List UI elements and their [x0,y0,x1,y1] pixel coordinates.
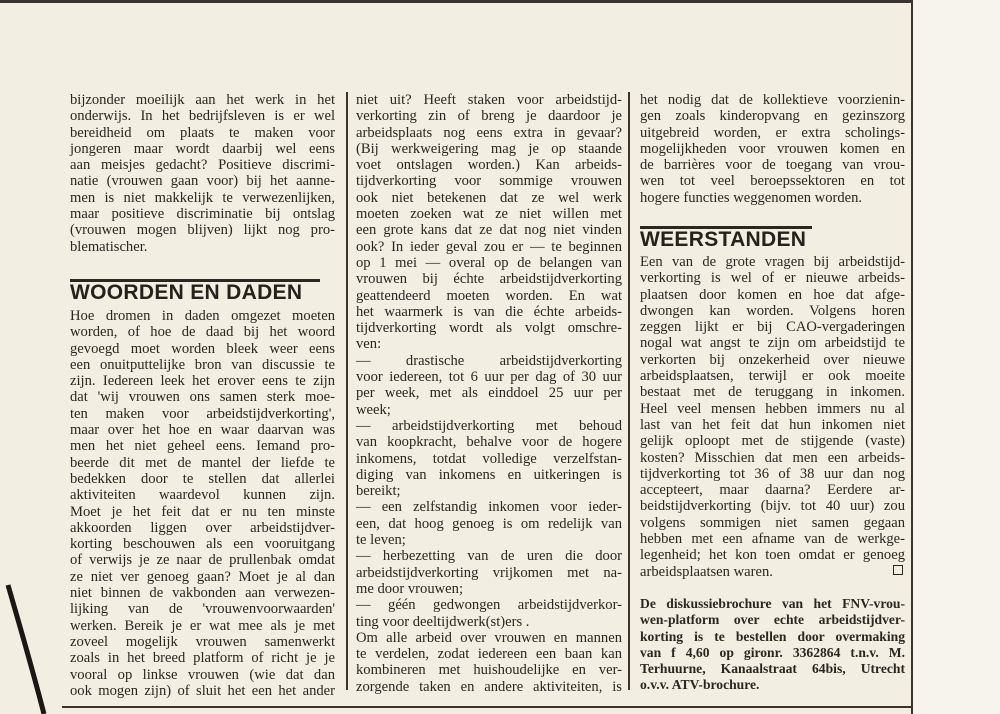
text-line: (vrouwen mogen blijven) lijkt nog pro- [70,222,335,239]
text-line: natie (vrouwen gaan voor) bij het aanne- [70,173,335,190]
text-line: te leven; [356,532,406,549]
text-line: zeggen lijkt er bij CAO-vergaderingen [640,319,905,336]
left-column-body [70,308,335,699]
text-line: arbeidstijdverkorting vrijkomen met na- [356,564,622,581]
text-line: gevoegd moet worden bleek weer eens [70,340,335,357]
text-line: aan meisjes gedacht? Positieve discrimi- [70,157,335,174]
text-line: voet ontslagen worden.) Kan arbeids- [356,157,622,174]
middle-column-body [356,92,622,695]
paragraph [356,499,622,548]
text-line: maar over het hoe en waar daarvan was [70,422,335,439]
text-line: — géén gedwongen arbeidstijdverkor- [356,597,622,614]
text-line: Hoe dromen in daden omgezet moeten [70,308,335,324]
text-line: niet uit? Heeft staken voor arbeidstijd- [356,92,622,108]
text-line: bereikt; [356,483,401,500]
text-line: zoveel mogelijk vrouwen samenwerkt [70,633,335,650]
text-line: akkoorden liggen over arbeidstijdver- [70,519,335,536]
text-line: verkorting zin of breng je daardoor je [356,108,622,125]
text-line: onderwijs. In het bedrijfsleven is er wel [70,108,335,125]
text-line: — herbezetting van de uren die door [356,548,622,565]
text-line: een onuitputtelijke bron van discussie te [70,356,335,373]
text-line: Moet je het feit dat er nu ten minste [70,503,335,520]
right-column-body [640,254,905,580]
text-line: ze niet ver genoeg gaan? Moet je al dan [70,568,335,585]
page-border-bottom [62,706,912,708]
paragraph [70,308,335,699]
right-column-intro [640,92,905,206]
text-line: bijzonder moeilijk aan het werk in het [70,92,335,108]
text-line: korting beschouwen als een vooruitgang [70,536,335,553]
text-line: arbeidsplaatsen waren. [640,563,773,580]
text-line: — drastische arbeidstijdverkorting [356,352,622,369]
text-line: volgens sommigen niet samen gegaan [640,514,905,531]
text-line: bedekken door te stellen dat allerlei [70,470,335,487]
text-line: men is niet makkelijk te verwezenlijken, [70,189,335,206]
column-divider [628,92,630,690]
text-line: bereidheid om plaats te maken voor [70,124,335,141]
section-heading-woorden-en-daden: WOORDEN EN DADEN [70,279,320,303]
paragraph [640,92,905,206]
text-line: vrouwen bij échte arbeidstijdverkorting [356,271,622,288]
text-line: tijdverkorting tot 36 of 38 uur dan nog [640,465,905,482]
left-column-intro [70,92,335,255]
text-line: me door vrouwen; [356,580,463,597]
text-line: bestaat met de teruggang in inkomen. [640,384,905,401]
scan-mark-icon [0,580,60,714]
text-line: arbeidsplaats nog eens extra in gevaar? [356,124,622,141]
text-line: men het niet geheel eens. Iemand pro- [70,438,335,455]
text-line: week; [356,401,391,418]
section-heading-weerstanden: WEERSTANDEN [640,226,812,250]
text-line: vooral op linkse vrouwen (wie dat dan [70,666,335,683]
paragraph [356,418,622,499]
text-line: tijdverkorting voor sommige vrouwen [356,173,622,190]
text-line: van koopkracht, behalve voor de hogere [356,434,622,451]
text-line: — een zelfstandig inkomen voor ieder- [356,499,622,516]
text-line: — arbeidstijdverkorting met behoud [356,417,622,434]
text-line: dwongen kan worden. Volgens horen [640,302,905,319]
text-line: verkorting is wel of er nieuwe arbeids- [640,270,905,287]
paragraph [640,254,905,580]
text-line: de barrières voor de toegang van vrou- [640,157,905,174]
text-line: last van het feit dat hun inkomen niet [640,416,905,433]
text-line: uitgebreid worden, er extra scholings- [640,124,905,141]
text-line: De diskussiebrochure van het FNV-vrou- [640,596,905,611]
end-mark-icon [893,565,903,575]
page-margin-right [913,0,1000,714]
text-line: ook mogen zijn) of sluit het een het ander [70,682,335,699]
text-line: niet binnen de vakbonden aan verwezen- [70,585,335,602]
text-line: ten maken voor arbeidstijdverkorting', [70,405,335,422]
text-line: gen zoals kinderopvang en gezinszorg [640,108,905,125]
text-line: op 1 mei — overal op de belangen van [356,254,622,271]
text-line: Een van de grote vragen bij arbeidstijd- [640,254,905,270]
text-line: zorgende taken en andere aktiviteiten, is [356,678,622,695]
text-line: inkomens, totdat volledige verzelfstan- [356,450,622,467]
text-line: werken. Bereik je er wat mee als je met [70,617,335,634]
text-line: ook niet betekenen dat ze wel werk [356,189,622,206]
text-line: moeten zoeken wat ze niet willen met [356,206,622,223]
text-line: ven: [356,336,382,353]
text-line: (Bij werkweigering mag je op staande [356,140,622,157]
text-line: ook? In ieder geval zou er — te beginnen [356,238,622,255]
text-line: legenheid; het kon toen omdat er genoeg [640,547,905,564]
text-line: lijking van de 'vrouwenvoorwaarden' [70,601,335,618]
paragraph [356,630,622,695]
page-border-right [911,0,913,714]
text-line: het waarmerk is van die échte arbeids- [356,303,622,320]
text-line: accepteert, maar daarna? Eerdere ar- [640,482,905,499]
text-line: diging van inkomens en uitkeringen is [356,466,622,483]
text-line: hebben met een afname van de werkge- [640,531,905,548]
text-line: ting voor deeltijdwerk(st)ers . [356,613,530,630]
text-line: gelijk oploopt met de stijgende (vaste) [640,433,905,450]
text-line: korting is te bestellen door overmaking [640,628,905,644]
paragraph [356,353,622,418]
text-line: tijdverkorting wordt als volgt omschre- [356,320,622,337]
paragraph [356,92,622,353]
text-line: blematischer. [70,238,148,255]
text-line: o.v.v. ATV-brochure. [640,677,760,693]
text-line: voor iedereen, tot 6 uur per dag of 30 uur [356,369,622,386]
text-line: zoals in het breed platform of richt je je [70,650,335,667]
text-line: verkorten bij onzekerheid over nieuwe [640,351,905,368]
text-line: van f 4,60 op gironr. 3362864 t.n.v. M. [640,644,905,660]
text-line: wen-platform over echte arbeidstijdver- [640,612,905,628]
text-line: hogere functies weggenomen worden. [640,189,863,206]
text-line: of verwijs je ze naar de prullenbak omdat [70,552,335,569]
text-line: een, dat hoog genoeg is om redelijk van [356,515,622,532]
text-line: jongeren maar wordt daarbij wel eens [70,140,335,157]
column-divider [346,92,348,690]
text-line: maar positieve discriminatie bij ontslag [70,206,335,223]
paragraph [640,596,905,694]
text-line: het nodig dat de kollektieve voorzienin- [640,92,905,108]
paragraph [70,92,335,255]
text-line: zijn. Iedereen leek het erover eens te zijn [70,373,335,390]
scan-top-edge [0,0,1000,3]
text-line: per week, met als einddoel 25 uur per [356,385,622,402]
text-line: Om alle arbeid over vrouwen en mannen [356,629,622,646]
text-line: plaatsen door komen en hoe dat afge- [640,286,905,303]
text-line: een grote kans dat ze dat nog niet vinden [356,222,622,239]
text-line: Heel veel mensen hebben immers nu al [640,400,905,417]
text-line: nogal wat angst te zijn om arbeidstijd te [640,335,905,352]
paragraph [356,597,622,630]
text-line: beidstijdverkorting (bijv. tot 40 uur) zou [640,498,905,515]
paragraph [356,548,622,597]
text-line: geattendeerd moeten worden. En wat [356,287,622,304]
text-line: wen tot veel beroepssektoren en tot [640,173,905,190]
text-line: aktiviteiten waardevol kunnen zijn. [70,487,335,504]
text-line: beerde dit met de mantel der liefde te [70,454,335,471]
text-line: te verdelen, zodat iedereen een baan kan [356,646,622,663]
brochure-footnote [640,596,905,694]
text-line: dat 'wij vrouwen ons samen sterk moe- [70,389,335,406]
text-line: arbeidsplaatsen, terwijl er ook moeite [640,368,905,385]
text-line: kosten? Misschien dat men een arbeids- [640,449,905,466]
text-line: Terhuurne, Kanaalstraat 64bis, Utrecht [640,661,905,677]
text-line: mogelijkheden voor vrouwen komen en [640,140,905,157]
text-line: worden, of hoe de daad bij het woord [70,324,335,341]
text-line: kombineren met huishoudelijke en ver- [356,662,622,679]
